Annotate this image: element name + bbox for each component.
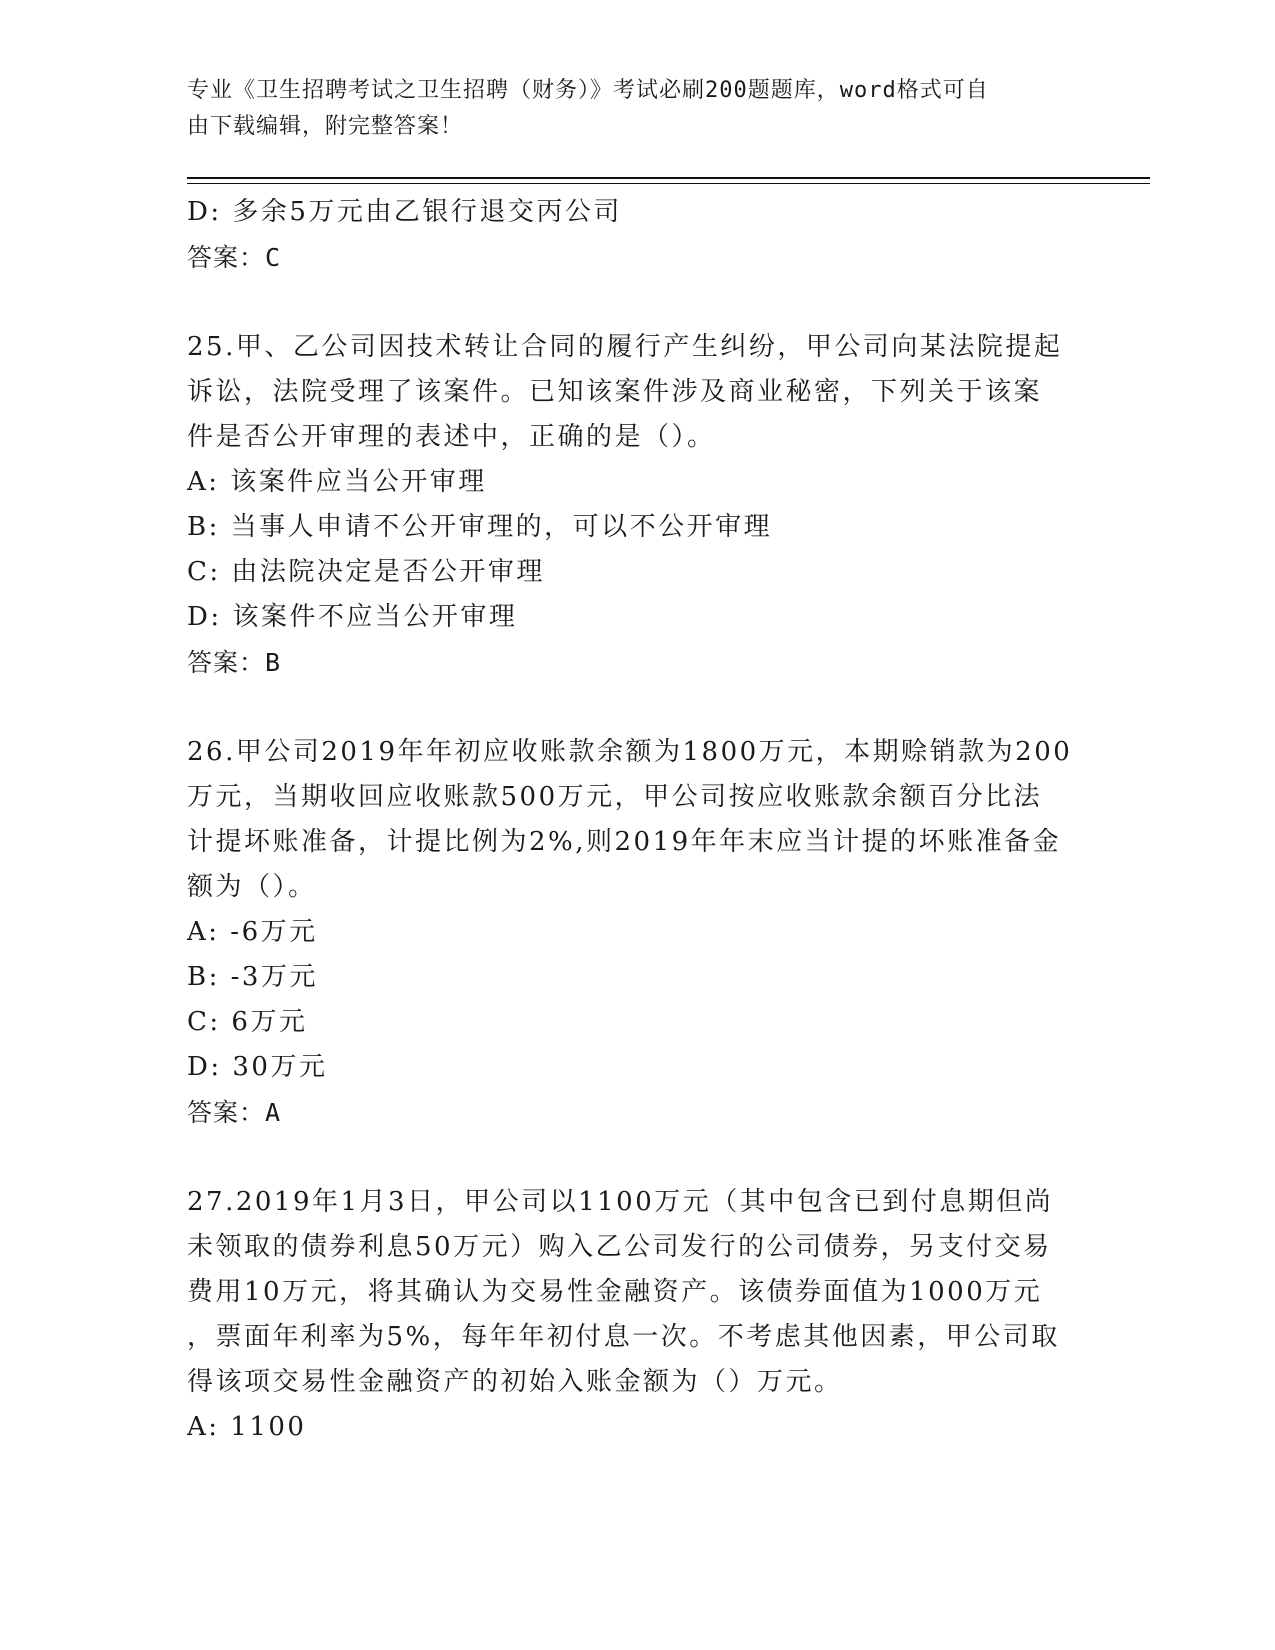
option-b: B: -3万元 — [187, 962, 318, 992]
option-d: D: 多余5万元由乙银行退交丙公司 — [187, 197, 622, 227]
answer: 答案：A — [187, 1098, 282, 1127]
header-line-1: 专业《卫生招聘考试之卫生招聘（财务）》考试必刷200题题库，word格式可自 — [187, 78, 989, 103]
answer: 答案：C — [187, 243, 282, 272]
document-header — [187, 73, 1067, 145]
document-body — [187, 190, 1087, 1450]
question-stem-line: 未领取的债券利息50万元）购入乙公司发行的公司债券，另支付交易 — [187, 1232, 1052, 1262]
question-stem-line: ，票面年利率为5%，每年年初付息一次。不考虑其他因素，甲公司取 — [187, 1322, 1060, 1352]
option-d: D: 该案件不应当公开审理 — [187, 602, 518, 632]
header-line-2: 由下载编辑，附完整答案！ — [187, 114, 464, 139]
question-stem-line: 诉讼，法院受理了该案件。已知该案件涉及商业秘密，下列关于该案 — [187, 377, 1043, 407]
option-c: C: 由法院决定是否公开审理 — [187, 557, 545, 587]
question-stem-line: 26.甲公司2019年年初应收账款余额为1800万元，本期赊销款为200 — [187, 737, 1073, 767]
option-a: A: 1100 — [187, 1412, 307, 1442]
question-stem-line: 27.2019年1月3日，甲公司以1100万元（其中包含已到付息期但尚 — [187, 1187, 1054, 1217]
option-b: B: 当事人申请不公开审理的，可以不公开审理 — [187, 512, 773, 542]
question-stem-line: 25.甲、乙公司因技术转让合同的履行产生纠纷，甲公司向某法院提起 — [187, 332, 1063, 362]
option-c: C: 6万元 — [187, 1007, 308, 1037]
question-stem-line: 计提坏账准备，计提比例为2%,则2019年年末应当计提的坏账准备金 — [187, 827, 1062, 857]
question-26 — [187, 730, 1087, 1135]
question-stem-line: 额为（）。 — [187, 872, 317, 902]
header-divider-thick — [187, 177, 1150, 179]
spacer — [187, 280, 1087, 325]
spacer — [187, 685, 1087, 730]
question-25 — [187, 325, 1087, 685]
question-stem-line: 万元，当期收回应收账款500万元，甲公司按应收账款余额百分比法 — [187, 782, 1043, 812]
question-stem-line: 费用10万元，将其确认为交易性金融资产。该债券面值为1000万元 — [187, 1277, 1043, 1307]
option-a: A: 该案件应当公开审理 — [187, 467, 487, 497]
answer: 答案：B — [187, 648, 282, 677]
question-stem-line: 件是否公开审理的表述中，正确的是（）。 — [187, 422, 716, 452]
option-a: A: -6万元 — [187, 917, 318, 947]
option-d: D: 30万元 — [187, 1052, 328, 1082]
spacer — [187, 1135, 1087, 1180]
header-divider-thin — [187, 183, 1150, 184]
question-stem-line: 得该项交易性金融资产的初始入账金额为（）万元。 — [187, 1367, 843, 1397]
question-27 — [187, 1180, 1087, 1450]
